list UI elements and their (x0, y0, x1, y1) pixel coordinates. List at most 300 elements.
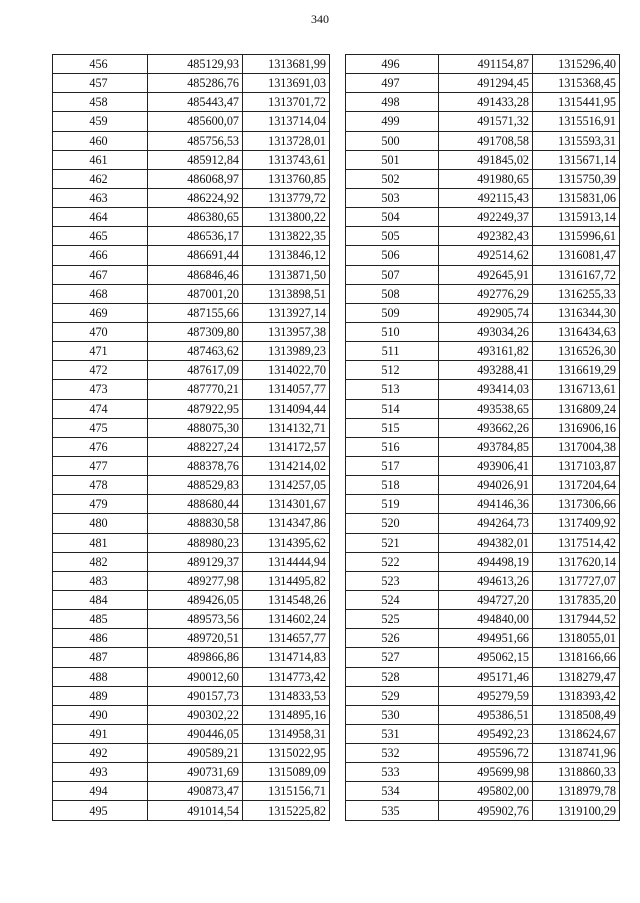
point-number-cell: 522 (346, 552, 439, 571)
y-coordinate-cell: 1316809,24 (533, 399, 620, 418)
x-coordinate-cell: 485443,47 (148, 93, 243, 112)
point-number-cell: 478 (53, 476, 148, 495)
table-row (346, 552, 620, 571)
point-number-cell: 523 (346, 571, 439, 590)
x-coordinate-cell: 492382,43 (439, 227, 533, 246)
x-coordinate-cell: 487309,80 (148, 322, 243, 341)
y-coordinate-cell: 1316167,72 (533, 265, 620, 284)
y-coordinate-cell: 1317306,66 (533, 495, 620, 514)
y-coordinate-cell: 1316434,63 (533, 322, 620, 341)
x-coordinate-cell: 492776,29 (439, 284, 533, 303)
x-coordinate-cell: 495699,98 (439, 763, 533, 782)
table-row (53, 437, 330, 456)
point-number-cell: 524 (346, 590, 439, 609)
x-coordinate-cell: 491708,58 (439, 131, 533, 150)
y-coordinate-cell: 1313822,35 (243, 227, 330, 246)
x-coordinate-cell: 485129,93 (148, 55, 243, 74)
y-coordinate-cell: 1318741,96 (533, 744, 620, 763)
x-coordinate-cell: 493662,26 (439, 418, 533, 437)
table-row (53, 112, 330, 131)
point-number-cell: 504 (346, 208, 439, 227)
table-row (53, 514, 330, 533)
point-number-cell: 483 (53, 571, 148, 590)
y-coordinate-cell: 1314132,71 (243, 418, 330, 437)
point-number-cell: 460 (53, 131, 148, 150)
point-number-cell: 476 (53, 437, 148, 456)
table-row (53, 418, 330, 437)
x-coordinate-cell: 492249,37 (439, 208, 533, 227)
y-coordinate-cell: 1315996,61 (533, 227, 620, 246)
point-number-cell: 535 (346, 801, 439, 820)
point-number-cell: 502 (346, 169, 439, 188)
y-coordinate-cell: 1313846,12 (243, 246, 330, 265)
y-coordinate-cell: 1316526,30 (533, 342, 620, 361)
table-row (346, 55, 620, 74)
point-number-cell: 484 (53, 590, 148, 609)
y-coordinate-cell: 1317004,38 (533, 437, 620, 456)
point-number-cell: 469 (53, 303, 148, 322)
y-coordinate-cell: 1313800,22 (243, 208, 330, 227)
point-number-cell: 459 (53, 112, 148, 131)
table-row (346, 112, 620, 131)
x-coordinate-cell: 487155,66 (148, 303, 243, 322)
y-coordinate-cell: 1318393,42 (533, 686, 620, 705)
x-coordinate-cell: 492905,74 (439, 303, 533, 322)
table-row (53, 284, 330, 303)
y-coordinate-cell: 1314395,62 (243, 533, 330, 552)
y-coordinate-cell: 1313760,85 (243, 169, 330, 188)
table-row (346, 131, 620, 150)
table-row (346, 571, 620, 590)
y-coordinate-cell: 1318508,49 (533, 705, 620, 724)
y-coordinate-cell: 1318979,78 (533, 782, 620, 801)
x-coordinate-cell: 495802,00 (439, 782, 533, 801)
point-number-cell: 525 (346, 610, 439, 629)
y-coordinate-cell: 1313957,38 (243, 322, 330, 341)
coordinates-table-left (52, 54, 330, 821)
y-coordinate-cell: 1314657,77 (243, 629, 330, 648)
table-row (53, 265, 330, 284)
y-coordinate-cell: 1313779,72 (243, 188, 330, 207)
table-row (53, 322, 330, 341)
y-coordinate-cell: 1318166,66 (533, 648, 620, 667)
table-row (346, 686, 620, 705)
table-row (346, 495, 620, 514)
table-row (53, 686, 330, 705)
table-row (53, 648, 330, 667)
y-coordinate-cell: 1313871,50 (243, 265, 330, 284)
x-coordinate-cell: 495596,72 (439, 744, 533, 763)
x-coordinate-cell: 493414,03 (439, 380, 533, 399)
point-number-cell: 531 (346, 724, 439, 743)
table-row (346, 437, 620, 456)
y-coordinate-cell: 1317727,07 (533, 571, 620, 590)
table-row (53, 610, 330, 629)
y-coordinate-cell: 1314172,57 (243, 437, 330, 456)
x-coordinate-cell: 495279,59 (439, 686, 533, 705)
table-row (346, 284, 620, 303)
table-row (346, 610, 620, 629)
table-row (346, 744, 620, 763)
x-coordinate-cell: 494613,26 (439, 571, 533, 590)
y-coordinate-cell: 1316081,47 (533, 246, 620, 265)
point-number-cell: 528 (346, 667, 439, 686)
x-coordinate-cell: 487617,09 (148, 361, 243, 380)
table-row (53, 399, 330, 418)
y-coordinate-cell: 1314714,83 (243, 648, 330, 667)
point-number-cell: 465 (53, 227, 148, 246)
table-row (53, 227, 330, 246)
y-coordinate-cell: 1314347,86 (243, 514, 330, 533)
x-coordinate-cell: 493034,26 (439, 322, 533, 341)
point-number-cell: 509 (346, 303, 439, 322)
x-coordinate-cell: 494727,20 (439, 590, 533, 609)
table-row (53, 705, 330, 724)
table-row (346, 208, 620, 227)
x-coordinate-cell: 489277,98 (148, 571, 243, 590)
y-coordinate-cell: 1317204,64 (533, 476, 620, 495)
point-number-cell: 468 (53, 284, 148, 303)
y-coordinate-cell: 1315750,39 (533, 169, 620, 188)
point-number-cell: 485 (53, 610, 148, 629)
table-row (53, 571, 330, 590)
point-number-cell: 494 (53, 782, 148, 801)
x-coordinate-cell: 495171,46 (439, 667, 533, 686)
y-coordinate-cell: 1315296,40 (533, 55, 620, 74)
table-row (346, 476, 620, 495)
point-number-cell: 492 (53, 744, 148, 763)
point-number-cell: 456 (53, 55, 148, 74)
table-row (346, 782, 620, 801)
y-coordinate-cell: 1314022,70 (243, 361, 330, 380)
point-number-cell: 512 (346, 361, 439, 380)
y-coordinate-cell: 1314301,67 (243, 495, 330, 514)
point-number-cell: 508 (346, 284, 439, 303)
table-row (53, 763, 330, 782)
point-number-cell: 532 (346, 744, 439, 763)
y-coordinate-cell: 1313714,04 (243, 112, 330, 131)
table-row (53, 208, 330, 227)
point-number-cell: 473 (53, 380, 148, 399)
point-number-cell: 471 (53, 342, 148, 361)
x-coordinate-cell: 486536,17 (148, 227, 243, 246)
point-number-cell: 489 (53, 686, 148, 705)
point-number-cell: 527 (346, 648, 439, 667)
y-coordinate-cell: 1313927,14 (243, 303, 330, 322)
table-row (53, 131, 330, 150)
x-coordinate-cell: 485286,76 (148, 74, 243, 93)
point-number-cell: 475 (53, 418, 148, 437)
x-coordinate-cell: 486691,44 (148, 246, 243, 265)
y-coordinate-cell: 1316713,61 (533, 380, 620, 399)
x-coordinate-cell: 494382,01 (439, 533, 533, 552)
y-coordinate-cell: 1316255,33 (533, 284, 620, 303)
x-coordinate-cell: 490157,73 (148, 686, 243, 705)
point-number-cell: 472 (53, 361, 148, 380)
y-coordinate-cell: 1317409,92 (533, 514, 620, 533)
x-coordinate-cell: 486380,65 (148, 208, 243, 227)
point-number-cell: 493 (53, 763, 148, 782)
y-coordinate-cell: 1313691,03 (243, 74, 330, 93)
x-coordinate-cell: 494951,66 (439, 629, 533, 648)
y-coordinate-cell: 1313743,61 (243, 150, 330, 169)
y-coordinate-cell: 1315913,14 (533, 208, 620, 227)
x-coordinate-cell: 491294,45 (439, 74, 533, 93)
point-number-cell: 479 (53, 495, 148, 514)
table-row (346, 322, 620, 341)
point-number-cell: 501 (346, 150, 439, 169)
y-coordinate-cell: 1317944,52 (533, 610, 620, 629)
table-row (346, 380, 620, 399)
x-coordinate-cell: 491571,32 (439, 112, 533, 131)
table-row (346, 188, 620, 207)
table-row (53, 169, 330, 188)
point-number-cell: 513 (346, 380, 439, 399)
point-number-cell: 487 (53, 648, 148, 667)
x-coordinate-cell: 494146,36 (439, 495, 533, 514)
x-coordinate-cell: 490302,22 (148, 705, 243, 724)
x-coordinate-cell: 485912,84 (148, 150, 243, 169)
y-coordinate-cell: 1316906,16 (533, 418, 620, 437)
table-row (346, 456, 620, 475)
y-coordinate-cell: 1315516,91 (533, 112, 620, 131)
table-row (53, 342, 330, 361)
x-coordinate-cell: 491980,65 (439, 169, 533, 188)
table-row (346, 227, 620, 246)
table-row (53, 801, 330, 820)
x-coordinate-cell: 493288,41 (439, 361, 533, 380)
table-row (53, 533, 330, 552)
point-number-cell: 467 (53, 265, 148, 284)
point-number-cell: 464 (53, 208, 148, 227)
point-number-cell: 515 (346, 418, 439, 437)
point-number-cell: 495 (53, 801, 148, 820)
y-coordinate-cell: 1315671,14 (533, 150, 620, 169)
x-coordinate-cell: 488378,76 (148, 456, 243, 475)
table-row (53, 476, 330, 495)
y-coordinate-cell: 1315089,09 (243, 763, 330, 782)
table-row (346, 74, 620, 93)
point-number-cell: 533 (346, 763, 439, 782)
x-coordinate-cell: 488075,30 (148, 418, 243, 437)
y-coordinate-cell: 1315441,95 (533, 93, 620, 112)
y-coordinate-cell: 1318624,67 (533, 724, 620, 743)
x-coordinate-cell: 488529,83 (148, 476, 243, 495)
y-coordinate-cell: 1314214,02 (243, 456, 330, 475)
x-coordinate-cell: 494026,91 (439, 476, 533, 495)
table-row (346, 265, 620, 284)
x-coordinate-cell: 490589,21 (148, 744, 243, 763)
table-row (346, 93, 620, 112)
y-coordinate-cell: 1314833,53 (243, 686, 330, 705)
table-row (53, 303, 330, 322)
table-row (53, 380, 330, 399)
x-coordinate-cell: 494498,19 (439, 552, 533, 571)
table-row (53, 552, 330, 571)
x-coordinate-cell: 493161,82 (439, 342, 533, 361)
point-number-cell: 506 (346, 246, 439, 265)
table-row (53, 246, 330, 265)
table-row (346, 801, 620, 820)
y-coordinate-cell: 1317514,42 (533, 533, 620, 552)
point-number-cell: 477 (53, 456, 148, 475)
y-coordinate-cell: 1318055,01 (533, 629, 620, 648)
y-coordinate-cell: 1314257,05 (243, 476, 330, 495)
point-number-cell: 516 (346, 437, 439, 456)
table-row (346, 533, 620, 552)
point-number-cell: 526 (346, 629, 439, 648)
table-row (53, 667, 330, 686)
x-coordinate-cell: 494264,73 (439, 514, 533, 533)
table-row (53, 188, 330, 207)
y-coordinate-cell: 1315831,06 (533, 188, 620, 207)
y-coordinate-cell: 1314895,16 (243, 705, 330, 724)
point-number-cell: 457 (53, 74, 148, 93)
y-coordinate-cell: 1316344,30 (533, 303, 620, 322)
point-number-cell: 497 (346, 74, 439, 93)
table-row (53, 361, 330, 380)
x-coordinate-cell: 495492,23 (439, 724, 533, 743)
point-number-cell: 499 (346, 112, 439, 131)
point-number-cell: 530 (346, 705, 439, 724)
point-number-cell: 491 (53, 724, 148, 743)
point-number-cell: 461 (53, 150, 148, 169)
y-coordinate-cell: 1319100,29 (533, 801, 620, 820)
table-row (346, 590, 620, 609)
page-number: 340 (311, 12, 329, 26)
point-number-cell: 517 (346, 456, 439, 475)
point-number-cell: 498 (346, 93, 439, 112)
x-coordinate-cell: 487922,95 (148, 399, 243, 418)
point-number-cell: 470 (53, 322, 148, 341)
point-number-cell: 458 (53, 93, 148, 112)
point-number-cell: 482 (53, 552, 148, 571)
x-coordinate-cell: 487770,21 (148, 380, 243, 399)
table-row (346, 724, 620, 743)
x-coordinate-cell: 489866,86 (148, 648, 243, 667)
x-coordinate-cell: 494840,00 (439, 610, 533, 629)
x-coordinate-cell: 490446,05 (148, 724, 243, 743)
point-number-cell: 503 (346, 188, 439, 207)
y-coordinate-cell: 1316619,29 (533, 361, 620, 380)
table-row (346, 399, 620, 418)
x-coordinate-cell: 488830,58 (148, 514, 243, 533)
y-coordinate-cell: 1317620,14 (533, 552, 620, 571)
y-coordinate-cell: 1314958,31 (243, 724, 330, 743)
x-coordinate-cell: 485756,53 (148, 131, 243, 150)
table-row (53, 495, 330, 514)
x-coordinate-cell: 493906,41 (439, 456, 533, 475)
point-number-cell: 480 (53, 514, 148, 533)
point-number-cell: 474 (53, 399, 148, 418)
x-coordinate-cell: 489129,37 (148, 552, 243, 571)
point-number-cell: 490 (53, 705, 148, 724)
y-coordinate-cell: 1315225,82 (243, 801, 330, 820)
y-coordinate-cell: 1314057,77 (243, 380, 330, 399)
x-coordinate-cell: 491845,02 (439, 150, 533, 169)
y-coordinate-cell: 1314602,24 (243, 610, 330, 629)
point-number-cell: 496 (346, 55, 439, 74)
x-coordinate-cell: 489720,51 (148, 629, 243, 648)
y-coordinate-cell: 1315022,95 (243, 744, 330, 763)
x-coordinate-cell: 495902,76 (439, 801, 533, 820)
table-row (346, 361, 620, 380)
y-coordinate-cell: 1313681,99 (243, 55, 330, 74)
x-coordinate-cell: 489426,05 (148, 590, 243, 609)
point-number-cell: 510 (346, 322, 439, 341)
x-coordinate-cell: 485600,07 (148, 112, 243, 131)
point-number-cell: 521 (346, 533, 439, 552)
point-number-cell: 463 (53, 188, 148, 207)
y-coordinate-cell: 1313701,72 (243, 93, 330, 112)
x-coordinate-cell: 487463,62 (148, 342, 243, 361)
x-coordinate-cell: 490012,60 (148, 667, 243, 686)
table-row (53, 782, 330, 801)
x-coordinate-cell: 488227,24 (148, 437, 243, 456)
x-coordinate-cell: 495386,51 (439, 705, 533, 724)
x-coordinate-cell: 487001,20 (148, 284, 243, 303)
table-row (346, 705, 620, 724)
table-row (53, 590, 330, 609)
point-number-cell: 488 (53, 667, 148, 686)
point-number-cell: 505 (346, 227, 439, 246)
table-row (53, 456, 330, 475)
y-coordinate-cell: 1315593,31 (533, 131, 620, 150)
y-coordinate-cell: 1313898,51 (243, 284, 330, 303)
point-number-cell: 534 (346, 782, 439, 801)
table-row (346, 150, 620, 169)
x-coordinate-cell: 488980,23 (148, 533, 243, 552)
x-coordinate-cell: 491154,87 (439, 55, 533, 74)
x-coordinate-cell: 493784,85 (439, 437, 533, 456)
table-row (346, 514, 620, 533)
point-number-cell: 511 (346, 342, 439, 361)
x-coordinate-cell: 488680,44 (148, 495, 243, 514)
y-coordinate-cell: 1317835,20 (533, 590, 620, 609)
table-row (346, 648, 620, 667)
y-coordinate-cell: 1313989,23 (243, 342, 330, 361)
x-coordinate-cell: 492645,91 (439, 265, 533, 284)
table-row (346, 667, 620, 686)
y-coordinate-cell: 1318860,33 (533, 763, 620, 782)
x-coordinate-cell: 493538,65 (439, 399, 533, 418)
y-coordinate-cell: 1318279,47 (533, 667, 620, 686)
table-row (53, 93, 330, 112)
table-row (53, 55, 330, 74)
x-coordinate-cell: 492115,43 (439, 188, 533, 207)
table-row (346, 763, 620, 782)
point-number-cell: 466 (53, 246, 148, 265)
table-row (53, 724, 330, 743)
point-number-cell: 462 (53, 169, 148, 188)
y-coordinate-cell: 1315156,71 (243, 782, 330, 801)
point-number-cell: 514 (346, 399, 439, 418)
y-coordinate-cell: 1314495,82 (243, 571, 330, 590)
table-row (53, 150, 330, 169)
y-coordinate-cell: 1314094,44 (243, 399, 330, 418)
point-number-cell: 507 (346, 265, 439, 284)
table-row (346, 169, 620, 188)
point-number-cell: 486 (53, 629, 148, 648)
table-row (346, 303, 620, 322)
point-number-cell: 529 (346, 686, 439, 705)
point-number-cell: 481 (53, 533, 148, 552)
x-coordinate-cell: 492514,62 (439, 246, 533, 265)
x-coordinate-cell: 489573,56 (148, 610, 243, 629)
x-coordinate-cell: 491433,28 (439, 93, 533, 112)
coordinates-table-right (345, 54, 620, 821)
y-coordinate-cell: 1315368,45 (533, 74, 620, 93)
